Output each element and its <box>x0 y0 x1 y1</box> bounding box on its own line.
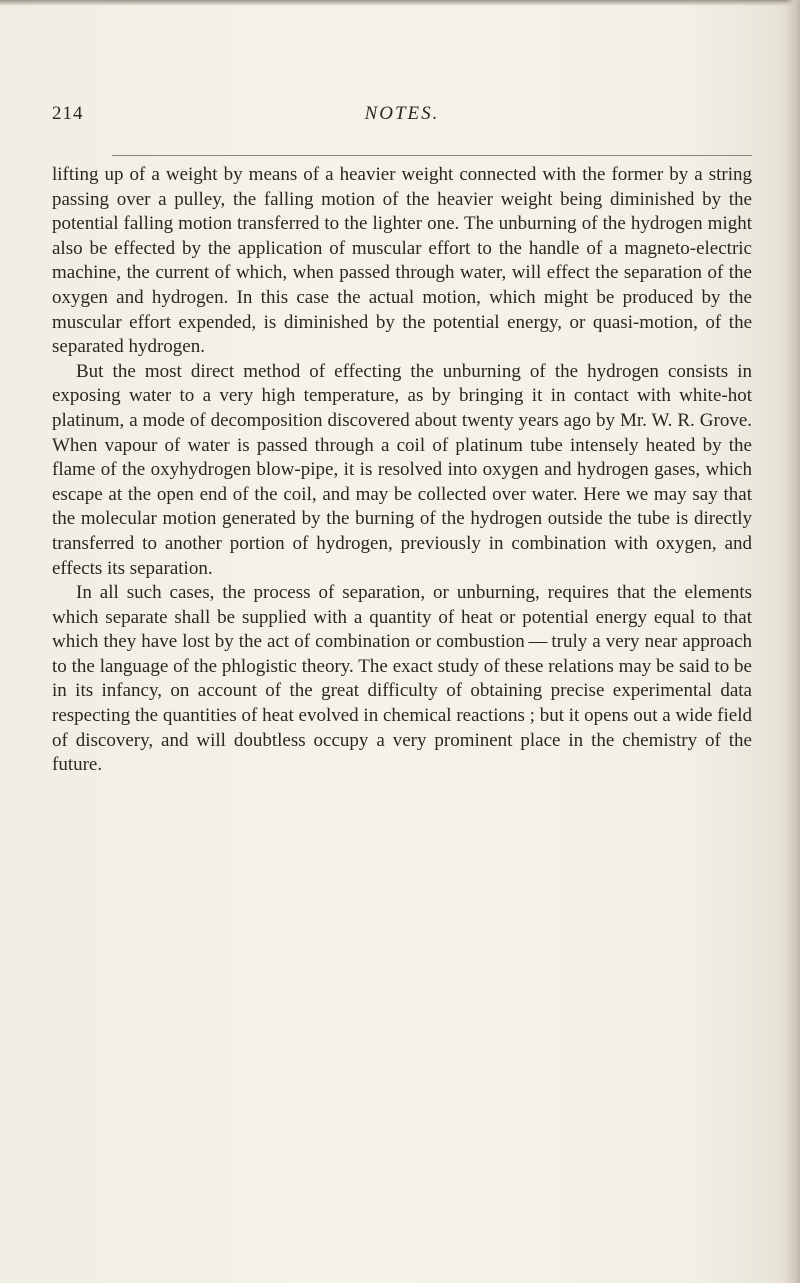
page-number: 214 <box>52 103 84 124</box>
page-header <box>52 103 752 135</box>
paragraph-2: But the most direct method of effecting the unburning of the hydrogen consists in exposing water to a very high temperature, as by bringing it in contact with white-hot platinum, a mode of decomposition discovered about twenty years ago by Mr. W. R. Grove. When vapour of water is passed through a coil of platinum tube intensely heated by the flame of the oxyhydrogen blow-pipe, it is resolved into oxygen and hydrogen gases, which escape at the open end of the coil, and may be collected over water. Here we may say that the molecular motion generated by the burning of the hydrogen outside the tube is directly transferred to another portion of hydrogen, previously in combination with oxygen, and effects its separation. <box>52 360 752 579</box>
page-top-edge <box>0 0 800 6</box>
body-text <box>52 163 752 778</box>
header-rule <box>112 155 752 156</box>
paragraph-3: In all such cases, the process of separation, or unburning, requires that the elements which separate shall be supplied with a quantity of heat or potential energy equal to that which they have lost by the act of combination or combustion — truly a very near approach to the language of the phlogistic theory. The exact study of these relations may be said to be in its infancy, on account of the great difficulty of obtaining precise experimental data respecting the quantities of heat evolved in chemical reactions ; but it opens out a wide field of discovery, and will doubtless occupy a very prominent place in the chemistry of the future. <box>52 582 752 776</box>
paragraph-1: lifting up of a weight by means of a heavier weight connected with the former by a string passing over a pulley, the falling motion of the heavier weight being diminished by the potential falling motion transferred to the lighter one. The unburning of the hydrogen might also be effected by the application of muscular effort to the handle of a magneto-electric machine, the current of which, when passed through water, will effect the separation of the oxygen and hydrogen. In this case the actual motion, which might be produced by the muscular effort expended, is diminished by the potential energy, or quasi-motion, of the separated hydrogen. <box>52 164 752 358</box>
page-gutter-shadow <box>786 0 800 1283</box>
running-head: NOTES. <box>364 103 440 124</box>
